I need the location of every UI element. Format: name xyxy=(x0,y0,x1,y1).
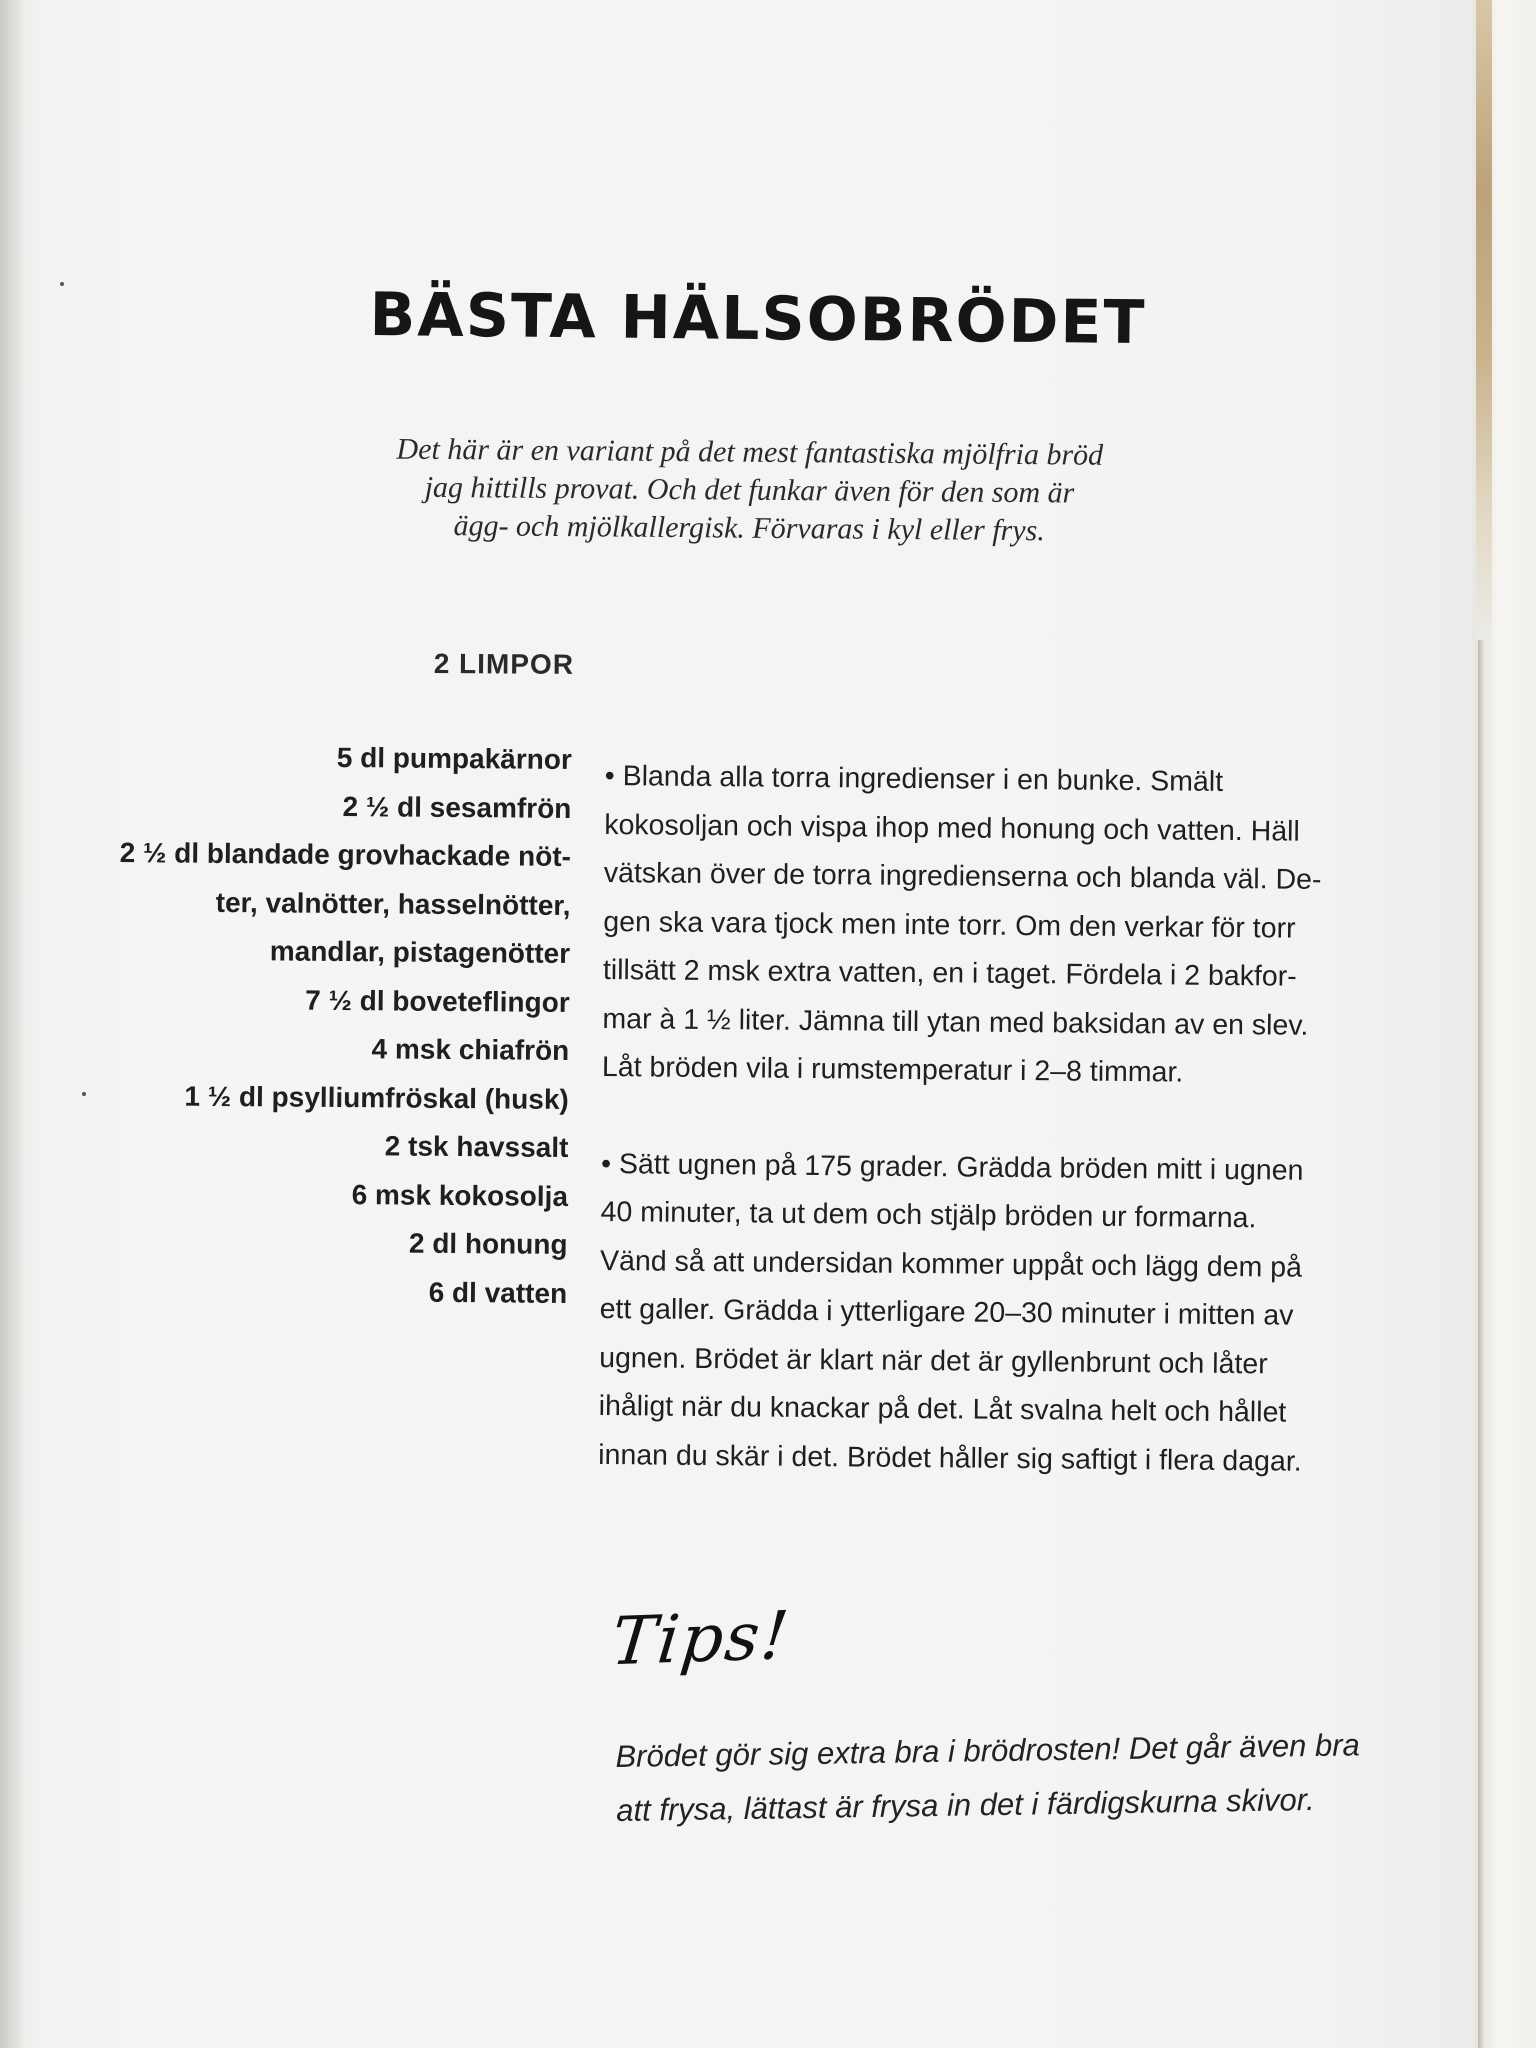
recipe-yield: 2 LIMPOR xyxy=(433,647,575,680)
method-line: Låt bröden vila i rumstemperatur i 2–8 timmar. xyxy=(601,1050,1184,1089)
intro-line: Det här är en variant på det mest fantastiska mjölfria bröd xyxy=(396,432,1104,472)
recipe-intro xyxy=(329,430,1170,551)
tips-line: Brödet gör sig extra bra i brödrosten! Det går även bra xyxy=(615,1727,1361,1774)
method-step-2 xyxy=(598,1139,1431,1486)
tips-line: att frysa, lättast är frysa in det i färdigskurna skivor. xyxy=(615,1782,1315,1828)
recipe-title: BÄSTA HÄLSOBRÖDET xyxy=(369,280,1147,359)
ingredient-item: 2 ½ dl blandade grovhackade nöt- xyxy=(119,837,572,872)
method-line: • Blanda alla torra ingredienser i en bunke. Smält xyxy=(604,759,1224,798)
method-line: Vänd så att undersidan kommer uppåt och lägg dem på xyxy=(599,1244,1303,1284)
ingredient-list xyxy=(55,732,572,1318)
method-line: 40 minuter, ta ut dem och stjälp bröden ur formarna. xyxy=(600,1195,1257,1235)
ingredient-item: 7 ½ dl boveteflingor xyxy=(305,984,570,1018)
method-line: ett galler. Grädda i ytterligare 20–30 minuter i mitten av xyxy=(599,1292,1294,1332)
ingredient-item: ter, valnötter, hasselnötter, xyxy=(215,886,571,921)
method-line: gen ska vara tjock men inte torr. Om den verkar för torr xyxy=(603,905,1296,945)
method-line: • Sätt ugnen på 175 grader. Grädda bröden mitt i ugnen xyxy=(600,1147,1304,1187)
method-section xyxy=(598,752,1435,1487)
intro-line: ägg- och mjölkallergisk. Förvaras i kyl eller frys. xyxy=(453,509,1045,548)
method-line: innan du skär i det. Brödet håller sig saftigt i flera dagar. xyxy=(598,1438,1302,1478)
tips-heading: Tips! xyxy=(607,1596,794,1681)
method-line: vätskan över de torra ingredienserna och blanda väl. De- xyxy=(603,856,1322,896)
method-line: ugnen. Brödet är klart när det är gyllenbrunt och låter xyxy=(599,1341,1268,1380)
ingredient-item: 6 msk kokosolja xyxy=(351,1178,569,1212)
intro-line: jag hittills provat. Och det funkar även för den som är xyxy=(424,470,1075,510)
method-line: ihåligt när du knackar på det. Låt svalna helt och hållet xyxy=(598,1389,1287,1429)
tips-text xyxy=(615,1716,1477,1837)
facing-page-photo-edge xyxy=(1476,0,1492,640)
ingredient-item: 2 ½ dl sesamfrön xyxy=(342,790,572,824)
method-line: tillsätt 2 msk extra vatten, en i taget. Fördela i 2 bakfor- xyxy=(602,953,1297,993)
ingredient-item: 2 dl honung xyxy=(408,1227,568,1260)
method-line: kokosoljan och vispa ihop med honung och vatten. Häll xyxy=(604,808,1300,848)
paper-speck xyxy=(60,282,64,286)
ingredient-item: 1 ½ dl psylliumfröskal (husk) xyxy=(184,1080,569,1115)
ingredient-item: mandlar, pistagenötter xyxy=(269,935,571,969)
ingredient-item: 6 dl vatten xyxy=(428,1276,568,1309)
method-step-1 xyxy=(602,752,1435,1099)
ingredient-item: 2 tsk havssalt xyxy=(384,1130,569,1163)
ingredient-item: 5 dl pumpakärnor xyxy=(336,741,572,775)
book-fold-shadow xyxy=(0,0,24,2048)
method-line: mar à 1 ½ liter. Jämna till ytan med baksidan av en slev. xyxy=(602,1002,1309,1042)
ingredient-item: 4 msk chiafrön xyxy=(371,1033,570,1066)
